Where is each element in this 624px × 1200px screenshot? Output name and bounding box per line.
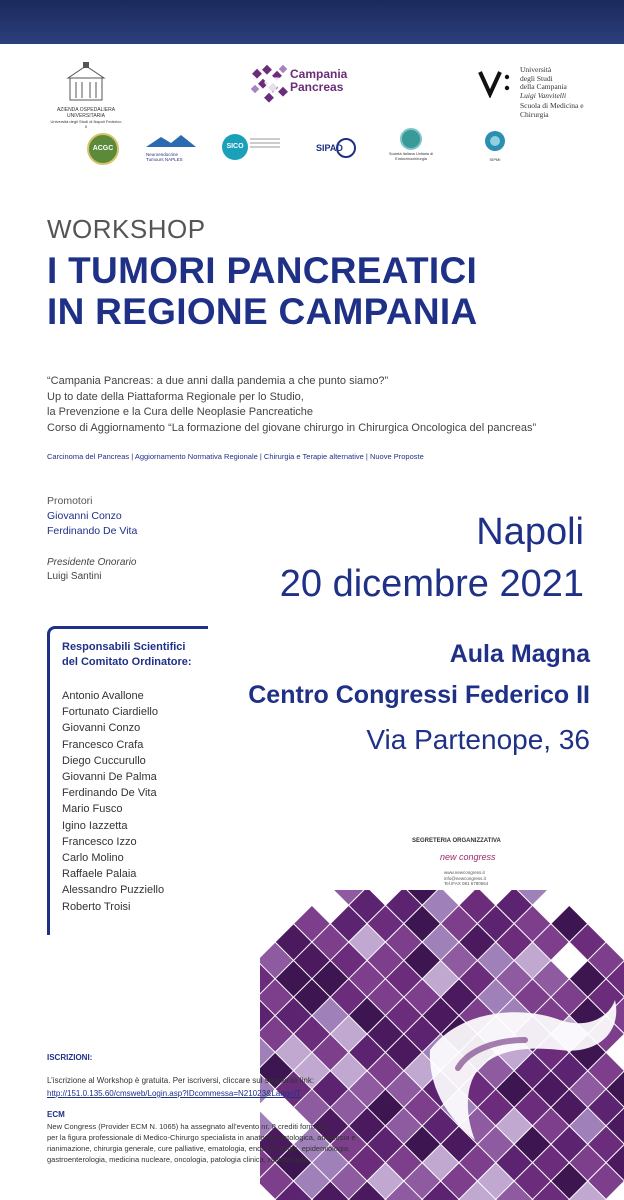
hospital-logo <box>50 62 122 129</box>
ecm-line-1: New Congress (Provider ECM N. 1065) ha assegnato all’evento nr. 8 crediti formativi <box>47 1122 329 1131</box>
iscrizioni-link[interactable]: http://151.0.135.60/cmsweb/Login.asp?IDcommessa=N21023&Lang=IT <box>47 1089 301 1098</box>
mountain-icon <box>146 135 196 147</box>
partner-net-label: Neuroendocrine Tumours NAPLES <box>146 152 183 162</box>
partner-sico-logo <box>222 134 248 160</box>
topic-tags: Carcinoma del Pancreas | Aggiornamento Normativa Regionale | Chirurgia e Terapie alternative | Nuove Proposte <box>47 452 424 461</box>
univ-line-1: Università <box>520 65 552 74</box>
list-item: Antonio Avallone <box>62 690 144 702</box>
newcongress-contacts <box>444 870 488 887</box>
univ-line-4: Luigi Vanvitelli <box>520 90 567 100</box>
workshop-label: WORKSHOP <box>47 214 206 244</box>
vanvitelli-logo <box>478 66 588 126</box>
school-line-2: Chirurgia <box>520 109 549 119</box>
partner-sipmi-label: SIPMI <box>489 157 501 162</box>
logo-word-pancreas: Pancreas <box>290 80 344 94</box>
title-line-2: IN REGIONE CAMPANIA <box>47 291 478 332</box>
subtitle-line-4: Corso di Aggiornamento “La formazione del giovane chirurgo in Chirurgica Oncologica del pancreas” <box>47 421 537 434</box>
building-icon <box>50 62 122 102</box>
list-item: Carlo Molino <box>62 852 124 865</box>
subtitle-line-1: “Campania Pancreas: a due anni dalla pandemia a che punto siamo?” <box>47 375 389 387</box>
list-item: Ferdinando De Vita <box>62 787 157 800</box>
promotori-block <box>47 494 137 539</box>
ecm-line-2: per la figura professionale di Medico-Chirurgo specialista in anatomia patologica, anestesia e <box>47 1133 356 1142</box>
segreteria-label: SEGRETERIA ORGANIZZATIVA <box>412 838 501 844</box>
sico-subtext <box>250 136 280 158</box>
univ-line-3: della Campania <box>520 82 567 91</box>
event-city: Napoli <box>476 511 584 553</box>
responsabili-title-1: Responsabili Scientifici <box>62 641 186 653</box>
list-item: Francesco Izzo <box>62 835 137 848</box>
partner-net-naples-logo <box>146 134 196 164</box>
school-line-1: Scuola di Medicina e <box>520 101 584 110</box>
subtitle-block <box>47 374 536 436</box>
puzzle-mosaic-icon <box>250 62 294 106</box>
list-item: Fortunato Ciardiello <box>62 706 158 719</box>
ecm-line-4: gastroenterologia, medicina nucleare, oncologia, patologia clinica, radioterapia. <box>47 1155 310 1164</box>
promotore-name-2: Ferdinando De Vita <box>47 525 138 537</box>
partner-acgc-logo <box>87 133 119 165</box>
logo-word-campania: Campania <box>290 67 348 81</box>
hospital-subname: Università degli Studi di Napoli Federico II <box>50 119 122 129</box>
subtitle-line-3: la Prevenzione e la Cura delle Neoplasie Pancreatiche <box>47 406 313 418</box>
promotore-name-1: Giovanni Conzo <box>47 510 122 522</box>
campania-pancreas-logo <box>250 62 370 112</box>
ecm-line-3: rianimazione, chirurgia generale, cure palliative, ematologia, endocrinologia, epidemiologia, <box>47 1144 351 1153</box>
list-item: Raffaele Palaia <box>62 868 137 881</box>
promotori-label: Promotori <box>47 495 93 507</box>
list-item: Mario Fusco <box>62 803 123 816</box>
partner-siuec-logo <box>385 128 437 168</box>
univ-line-2: degli Studi <box>520 73 553 83</box>
event-venue-room: Aula Magna <box>449 640 590 668</box>
list-item: Roberto Troisi <box>62 900 131 913</box>
responsabili-title <box>62 640 192 670</box>
list-item: Igino Iazzetta <box>62 819 128 832</box>
ecm-text <box>47 1121 377 1165</box>
list-item: Francesco Crafa <box>62 738 144 751</box>
partner-sipmi-logo <box>480 130 510 164</box>
hospital-name: AZIENDA OSPEDALIERA UNIVERSITARIA <box>56 107 116 119</box>
responsabili-list <box>62 688 164 915</box>
nc-phone: Tel./FAX 081 6780564 <box>444 881 489 886</box>
flower-icon <box>484 130 506 152</box>
sipad-circle-icon <box>336 138 356 158</box>
nc-website: www.newcongress.it <box>444 870 485 875</box>
event-venue-center: Centro Congressi Federico II <box>248 681 590 709</box>
newcongress-logo: new congress <box>440 852 496 862</box>
presidente-label: Presidente Onorario <box>47 557 137 568</box>
partner-sico-label: SICO <box>226 143 244 150</box>
partner-siuec-label: Società Italiana Unitaria di Endocrinochirurgia <box>388 152 434 161</box>
partner-sipad-logo <box>316 136 356 160</box>
event-date: 20 dicembre 2021 <box>279 563 584 605</box>
subtitle-line-2: Up to date della Piattaforma Regionale per lo Studio, <box>47 390 304 403</box>
main-title <box>47 250 478 332</box>
responsabili-title-2: del Comitato Ordinatore: <box>62 656 192 668</box>
ecm-title: ECM <box>47 1110 65 1119</box>
partner-acgc-label: ACGC <box>92 145 114 152</box>
nc-email: info@newcongress.it <box>444 875 486 881</box>
presidente-name: Luigi Santini <box>47 571 102 582</box>
iscrizioni-title: ISCRIZIONI: <box>47 1053 93 1062</box>
list-item: Diego Cuccurullo <box>62 754 146 767</box>
partner-sipad-label: SIPAD <box>316 143 343 153</box>
siuec-globe-icon <box>400 128 422 150</box>
presidente-block <box>47 556 137 584</box>
list-item: Giovanni Conzo <box>62 722 141 735</box>
title-line-1: I TUMORI PANCREATICI <box>47 250 478 291</box>
top-banner <box>0 0 624 44</box>
list-item: Giovanni De Palma <box>62 771 157 784</box>
vanvitelli-v-icon <box>478 68 512 98</box>
iscrizioni-text: L’iscrizione al Workshop è gratuita. Per iscriversi, cliccare sul seguente link: <box>47 1076 315 1085</box>
event-address: Via Partenope, 36 <box>366 724 590 755</box>
list-item: Alessandro Puzziello <box>62 884 165 897</box>
